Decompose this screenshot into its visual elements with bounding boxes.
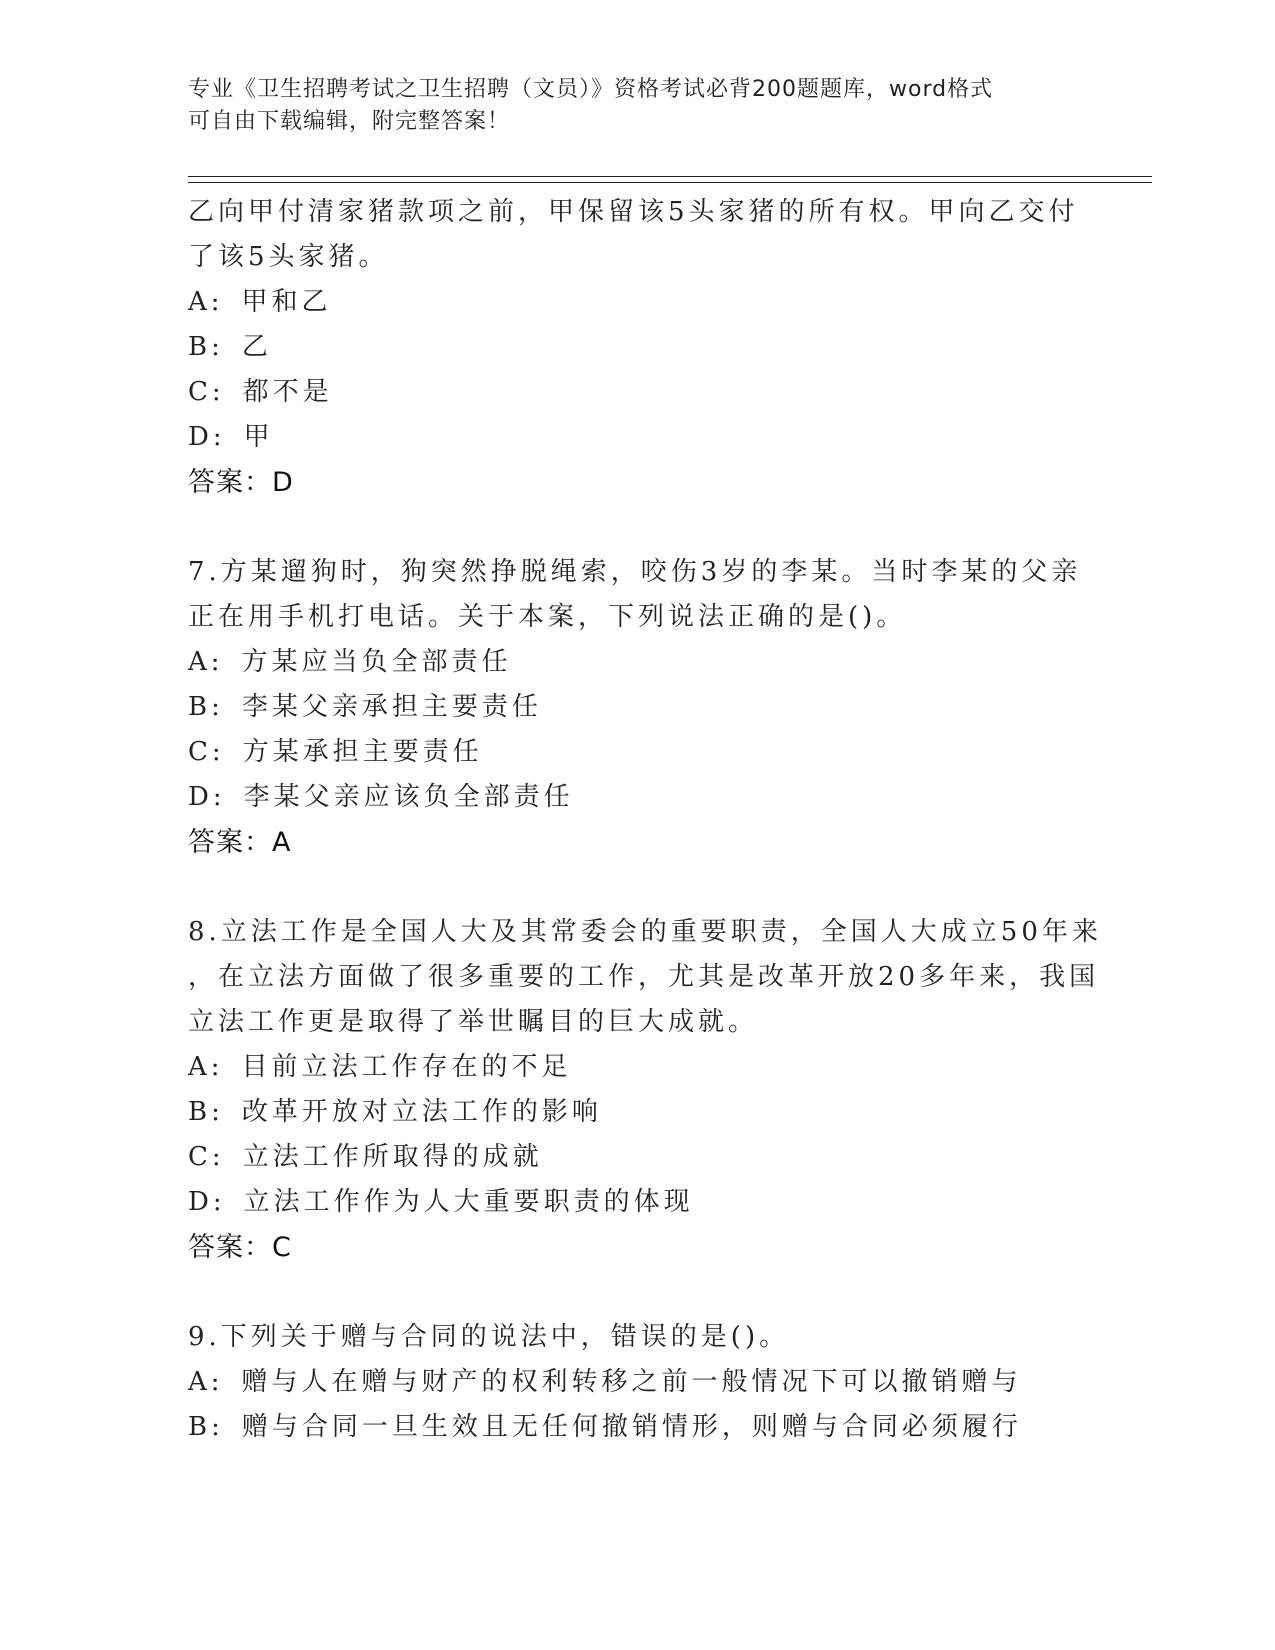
option-d — [188, 415, 1088, 460]
question-7 — [188, 550, 1088, 865]
option-b — [188, 1405, 1088, 1450]
option-d — [188, 1180, 1088, 1225]
option-text: 目前立法工作存在的不足 — [241, 1052, 572, 1082]
header-line-1: 专业《卫生招聘考试之卫生招聘（文员）》资格考试必背200题题库，word格式 — [188, 77, 994, 102]
option-key: B: — [188, 692, 224, 722]
option-key: B: — [188, 332, 224, 362]
option-key: D: — [188, 422, 226, 452]
option-text: 甲和乙 — [241, 287, 332, 317]
option-text: 都不是 — [242, 377, 333, 407]
question-content — [188, 190, 1102, 1450]
question-stem-line: 9.下列关于赠与合同的说法中，错误的是()。 — [188, 1322, 790, 1352]
option-a — [188, 1045, 1088, 1090]
option-key: A: — [188, 287, 224, 317]
document-header — [188, 74, 1068, 138]
option-key: B: — [188, 1412, 224, 1442]
question-stem-line: 立法工作更是取得了举世瞩目的巨大成就。 — [188, 1007, 759, 1037]
question-8-stem — [188, 910, 1102, 1045]
option-key: C: — [188, 1142, 225, 1172]
option-text: 赠与人在赠与财产的权利转移之前一般情况下可以撤销赠与 — [241, 1367, 1022, 1397]
option-text: 方某应当负全部责任 — [241, 647, 512, 677]
option-b — [188, 685, 1088, 730]
header-rule-bottom — [188, 182, 1152, 183]
option-text: 改革开放对立法工作的影响 — [241, 1097, 602, 1127]
header-line-2: 可自由下载编辑，附完整答案！ — [188, 109, 511, 134]
option-text: 赠与合同一旦生效且无任何撤销情形，则赠与合同必须履行 — [241, 1412, 1022, 1442]
question-6 — [188, 190, 1088, 505]
option-c — [188, 370, 1088, 415]
question-7-stem — [188, 550, 1088, 640]
option-text: 乙 — [241, 332, 272, 362]
option-c — [188, 1135, 1088, 1180]
option-key: B: — [188, 1097, 224, 1127]
option-key: C: — [188, 377, 225, 407]
option-text: 立法工作所取得的成就 — [242, 1142, 543, 1172]
option-text: 甲 — [243, 422, 274, 452]
spacer — [188, 505, 1088, 550]
question-9-stem — [188, 1315, 1088, 1360]
question-6-stem — [188, 190, 1088, 280]
option-a — [188, 640, 1088, 685]
option-a — [188, 1360, 1088, 1405]
option-text: 李某父亲承担主要责任 — [241, 692, 542, 722]
question-8 — [188, 910, 1102, 1270]
question-stem-line: 8.立法工作是全国人大及其常委会的重要职责，全国人大成立50年来 — [188, 917, 1102, 947]
option-text: 李某父亲应该负全部责任 — [243, 782, 574, 812]
option-text: 立法工作作为人大重要职责的体现 — [243, 1187, 694, 1217]
question-stem-line: 正在用手机打电话。关于本案，下列说法正确的是()。 — [188, 602, 907, 632]
option-key: A: — [188, 1052, 224, 1082]
question-stem-line: 了该5头家猪。 — [188, 242, 389, 272]
option-a — [188, 280, 1088, 325]
answer-line: 答案：A — [188, 827, 292, 858]
spacer — [188, 1270, 1088, 1315]
option-c — [188, 730, 1088, 775]
question-stem-line: ，在立法方面做了很多重要的工作，尤其是改革开放20多年来，我国 — [188, 962, 1100, 992]
option-key: A: — [188, 1367, 224, 1397]
question-stem-line: 7.方某遛狗时，狗突然挣脱绳索，咬伤3岁的李某。当时李某的父亲 — [188, 557, 1082, 587]
answer-line: 答案：D — [188, 467, 294, 498]
option-b — [188, 1090, 1088, 1135]
option-b — [188, 325, 1088, 370]
option-key: C: — [188, 737, 225, 767]
option-key: A: — [188, 647, 224, 677]
spacer — [188, 865, 1088, 910]
header-rule-top — [188, 176, 1152, 177]
question-stem-line: 乙向甲付清家猪款项之前，甲保留该5头家猪的所有权。甲向乙交付 — [188, 197, 1079, 227]
option-d — [188, 775, 1088, 820]
question-9 — [188, 1315, 1088, 1450]
answer-line: 答案：C — [188, 1232, 292, 1263]
option-key: D: — [188, 782, 226, 812]
option-text: 方某承担主要责任 — [242, 737, 483, 767]
option-key: D: — [188, 1187, 226, 1217]
